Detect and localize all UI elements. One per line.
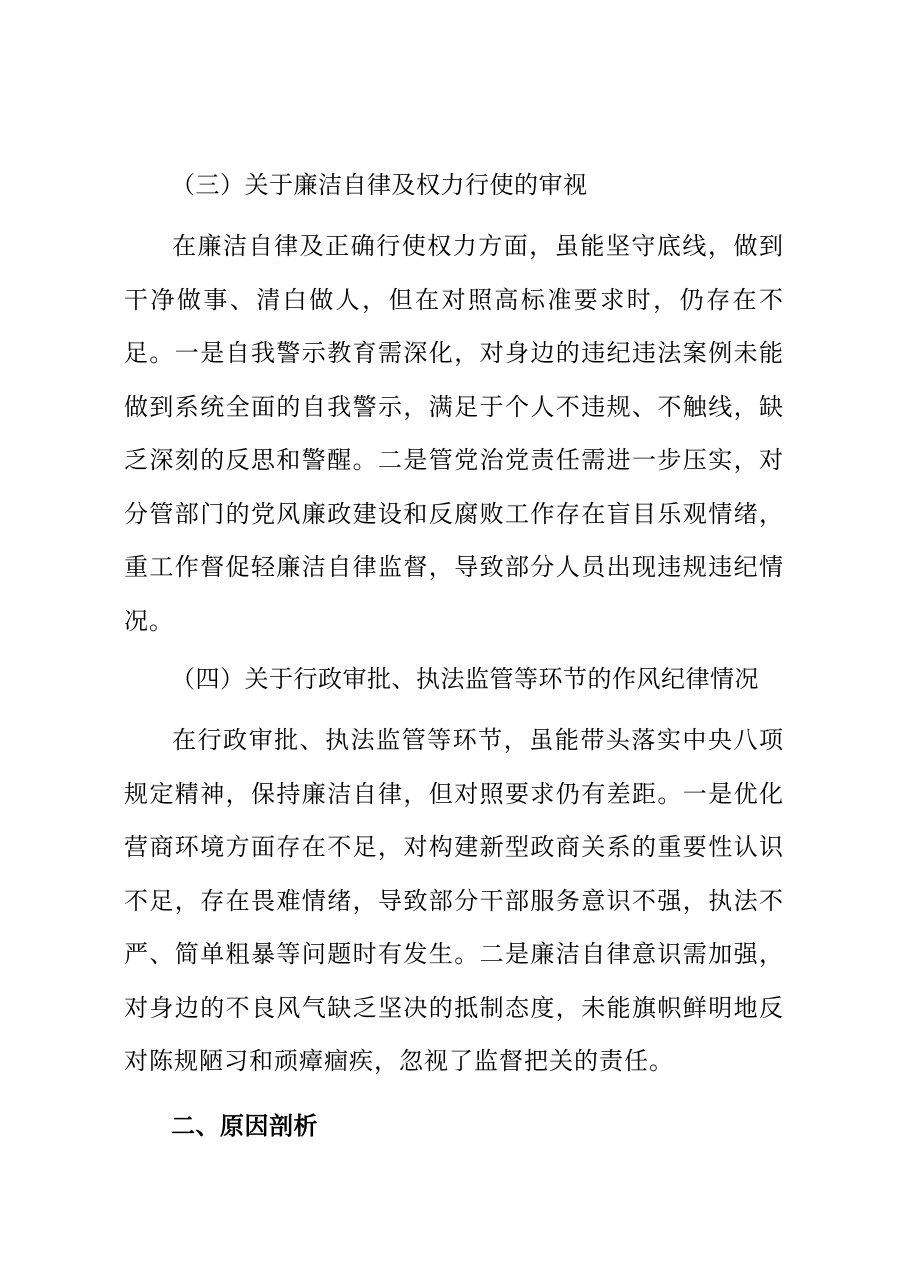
subheading-administrative-conduct: （四）关于行政审批、执法监管等环节的作风纪律情况 bbox=[171, 665, 759, 693]
subheading-integrity-review: （三）关于廉洁自律及权力行使的审视 bbox=[171, 171, 588, 199]
document-body bbox=[124, 160, 784, 1175]
paragraph-administrative-conduct: 在行政审批、执法监管等环节，虽能带头落实中央八项规定精神，保持廉洁自律，但对照要求仍有差距。一是优化营商环境方面存在不足，对构建新型政商关系的重要性认识不足，存在畏难情绪，导致部分干部服务意识不强，执法不严、简单粗暴等问题时有发生。二是廉洁自律意识需加强，对身边的不良风气缺乏坚决的抵制态度，未能旗帜鲜明地反对陈规陋习和顽瘴痼疾，忽视了监督把关的责任。 bbox=[124, 726, 784, 1075]
paragraph-integrity-review: 在廉洁自律及正确行使权力方面，虽能坚守底线，做到干净做事、清白做人，但在对照高标准要求时，仍存在不足。一是自我警示教育需深化，对身边的违纪违法案例未能做到系统全面的自我警示，满足于个人不违规、不触线，缺乏深刻的反思和警醒。二是管党治党责任需进一步压实，对分管部门的党风廉政建设和反腐败工作存在盲目乐观情绪，重工作督促轻廉洁自律监督，导致部分人员出现违规违纪情况。 bbox=[124, 232, 784, 635]
section-heading-cause-analysis: 二、原因剖析 bbox=[171, 1111, 318, 1140]
